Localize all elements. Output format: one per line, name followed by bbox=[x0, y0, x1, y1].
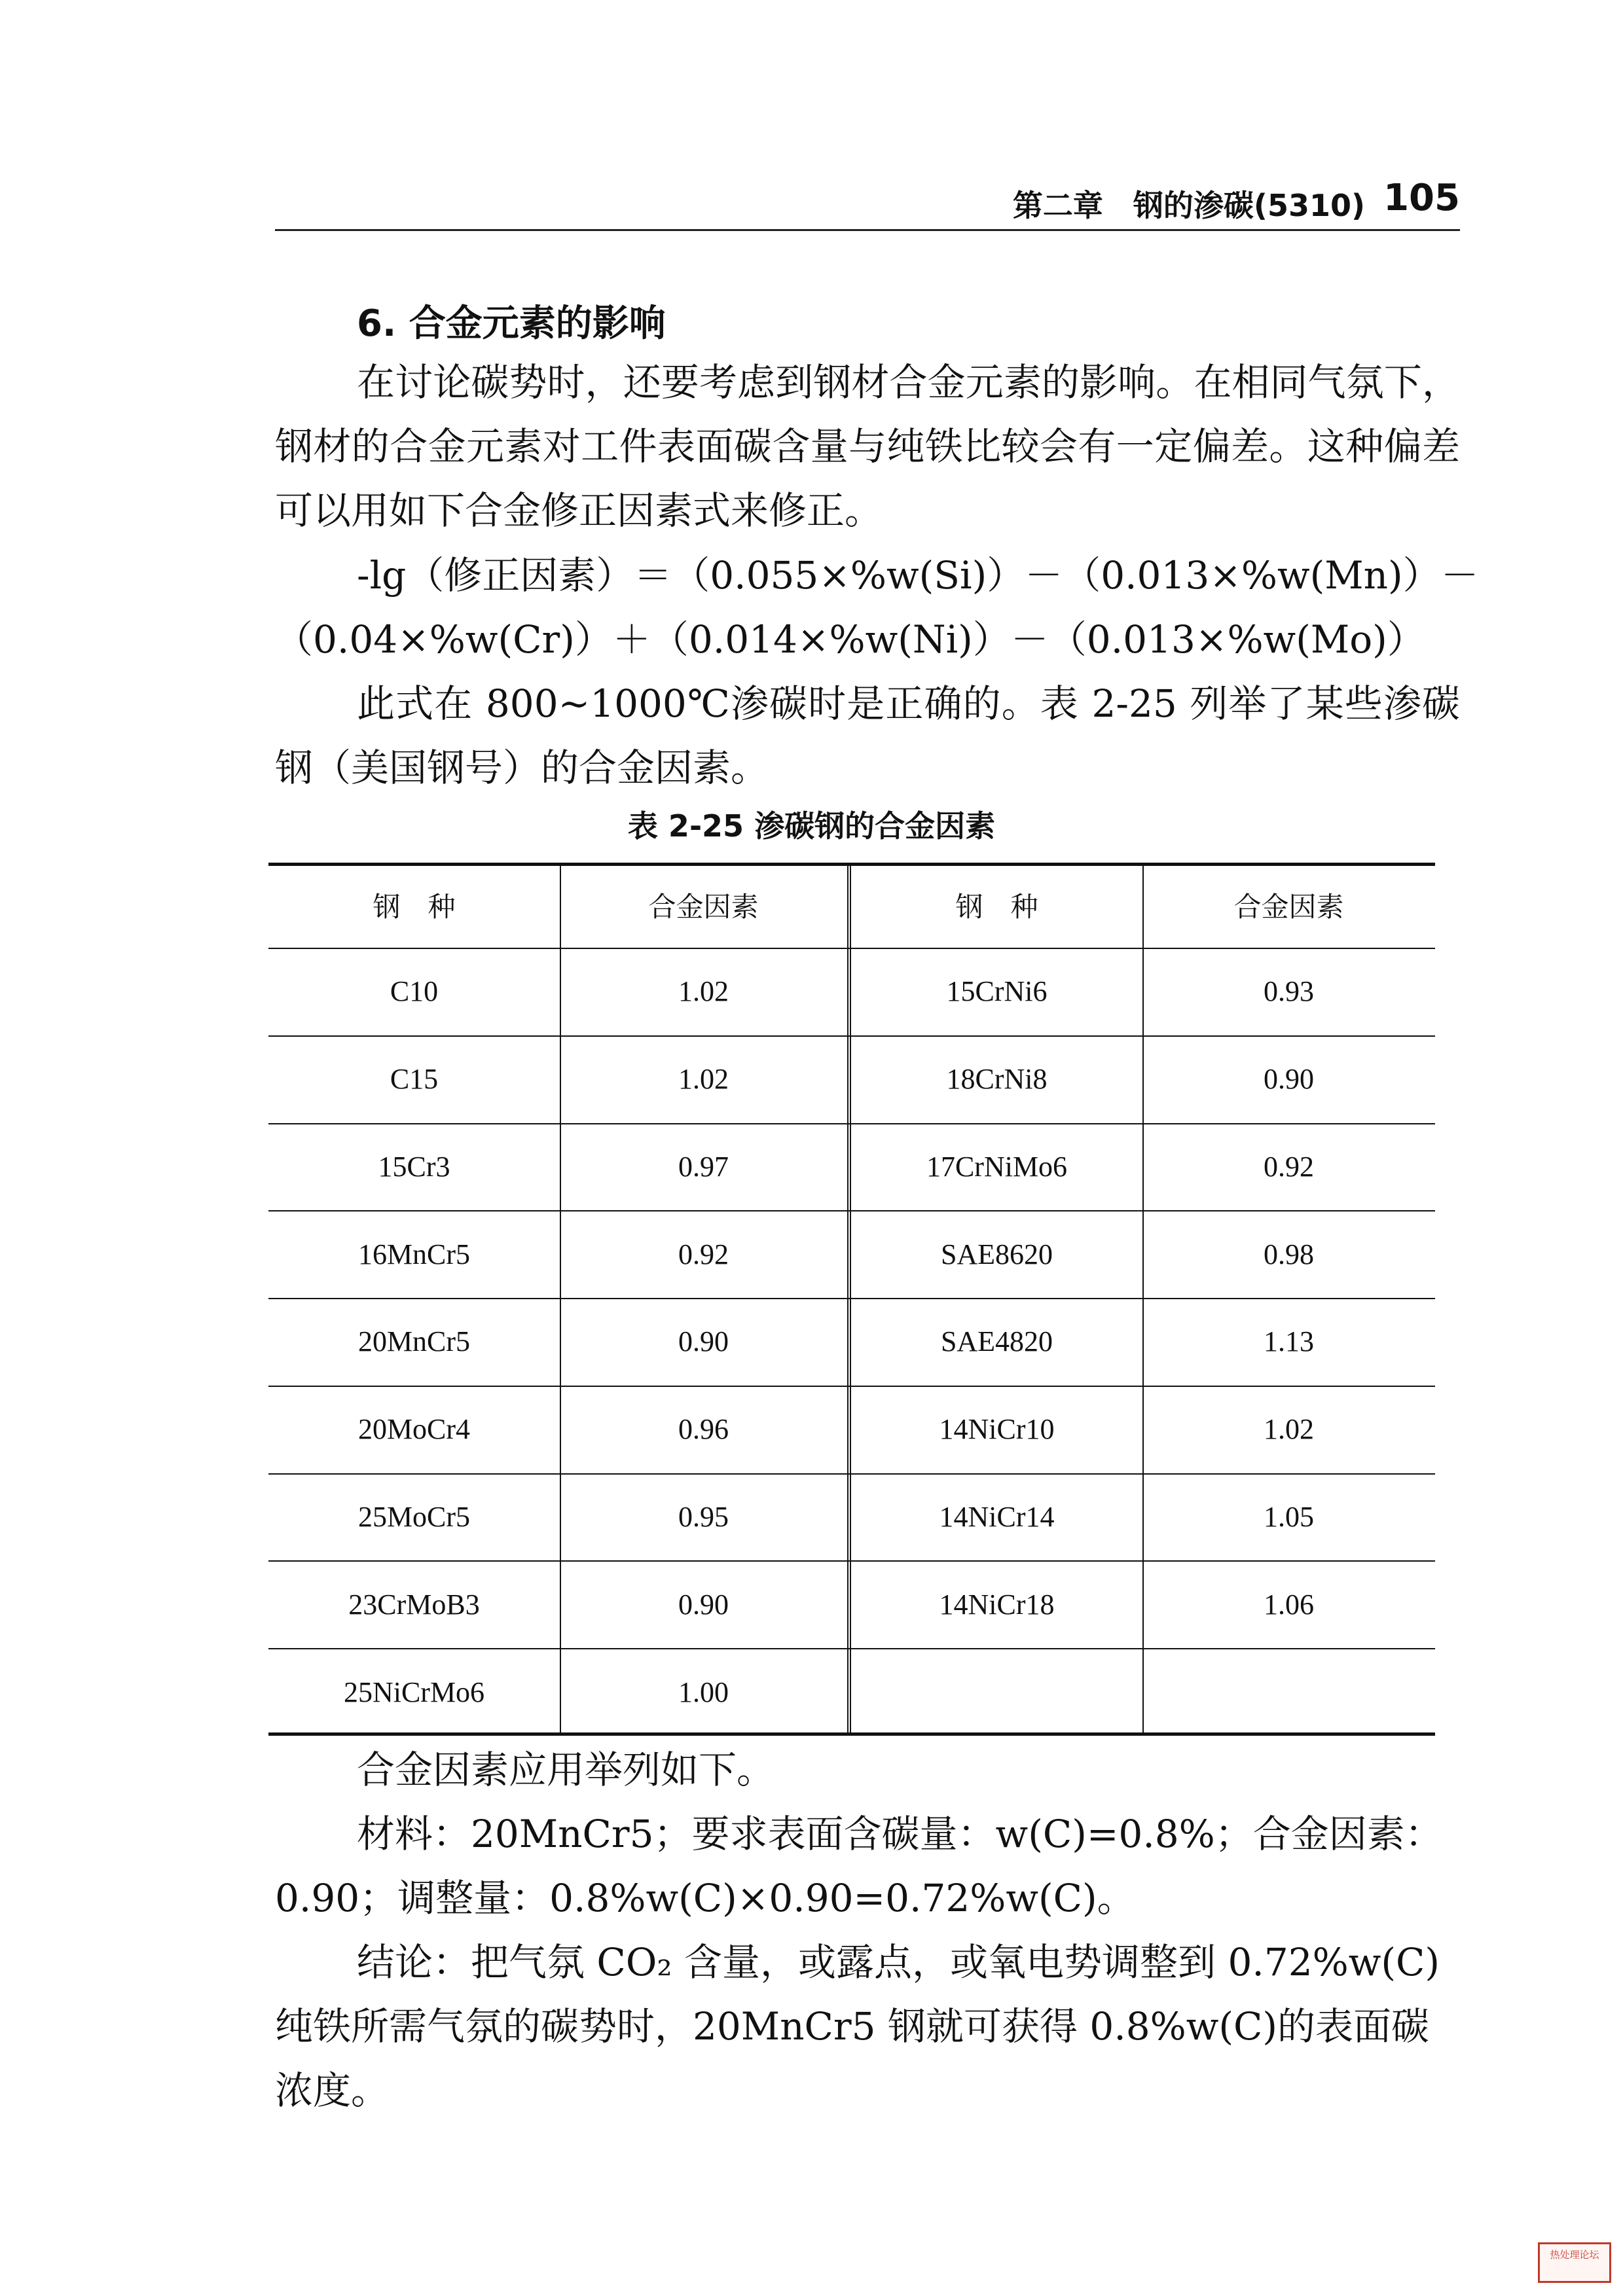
table-title: 表 2-25 渗碳钢的合金因素 bbox=[627, 808, 996, 844]
steel-grade-cell: SAE8620 bbox=[940, 1238, 1053, 1270]
alloy-factor-cell: 0.90 bbox=[1264, 1063, 1314, 1096]
page-number: 105 bbox=[1383, 177, 1460, 219]
formula-line-2: （0.04×%w(Cr)）＋（0.014×%w(Ni)）－（0.013×%w(Mo)） bbox=[275, 617, 1425, 662]
steel-grade-cell: 14NiCr14 bbox=[939, 1501, 1055, 1534]
alloy-factor-cell: 1.05 bbox=[1264, 1501, 1314, 1534]
steel-grade-cell: 14NiCr18 bbox=[939, 1588, 1055, 1621]
alloy-factor-cell: 0.98 bbox=[1264, 1238, 1314, 1270]
running-header bbox=[275, 177, 1460, 231]
steel-grade-cell: 16MnCr5 bbox=[357, 1238, 471, 1270]
alloy-factor-cell: 1.00 bbox=[678, 1676, 729, 1708]
steel-grade-cell: C10 bbox=[390, 975, 439, 1008]
alloy-factor-cell: 1.02 bbox=[678, 975, 729, 1008]
table-header-cell: 合金因素 bbox=[1233, 891, 1344, 923]
steel-grade-cell: 15CrNi6 bbox=[946, 975, 1048, 1008]
alloy-factor-cell: 0.92 bbox=[678, 1238, 729, 1270]
steel-grade-cell: 17CrNiMo6 bbox=[926, 1150, 1068, 1183]
paragraph-validity: 此式在 800~1000℃渗碳时是正确的。表 2-25 列举了某些渗碳钢（美国钢号）的合金因素。 bbox=[275, 681, 1460, 790]
alloy-factor-cell: 0.90 bbox=[678, 1588, 729, 1621]
alloy-factor-cell: 1.13 bbox=[1264, 1325, 1314, 1358]
alloy-factor-cell: 0.93 bbox=[1264, 975, 1314, 1008]
alloy-factor-cell: 1.02 bbox=[1264, 1413, 1314, 1446]
alloy-factor-cell: 0.95 bbox=[678, 1501, 729, 1534]
steel-grade-cell: 20MoCr4 bbox=[357, 1413, 471, 1446]
steel-grade-cell: SAE4820 bbox=[940, 1325, 1053, 1358]
alloy-factor-table bbox=[268, 863, 1435, 1736]
formula bbox=[275, 543, 1479, 672]
paragraph-conclusion: 结论：把气氛 CO₂ 含量，或露点，或氧电势调整到 0.72%w(C)纯铁所需气氛的碳势时，20MnCr5 钢就可获得 0.8%w(C)的表面碳浓度。 bbox=[275, 1940, 1440, 2113]
running-title: 第二章 钢的渗碳(5310) bbox=[1012, 188, 1365, 223]
alloy-factor-cell: 1.02 bbox=[678, 1063, 729, 1096]
paragraph-intro: 在讨论碳势时，还要考虑到钢材合金元素的影响。在相同气氛下，钢材的合金元素对工件表面碳含量与纯铁比较会有一定偏差。这种偏差可以用如下合金修正因素式来修正。 bbox=[275, 360, 1460, 533]
watermark-stamp bbox=[1538, 2242, 1611, 2283]
alloy-factor-cell: 0.97 bbox=[678, 1150, 729, 1183]
steel-grade-cell: 15Cr3 bbox=[378, 1150, 450, 1183]
paragraph-example-heading: 合金因素应用举列如下。 bbox=[357, 1748, 775, 1792]
section-title: 6. 合金元素的影响 bbox=[357, 302, 666, 345]
steel-grade-cell bbox=[851, 1648, 1142, 1736]
steel-grade-cell: 20MnCr5 bbox=[357, 1325, 471, 1358]
steel-grade-cell: 25MoCr5 bbox=[357, 1501, 471, 1534]
paragraph-example-material: 材料：20MnCr5；要求表面含碳量：w(C)=0.8%；合金因素：0.90；调整量：0.8%w(C)×0.90=0.72%w(C)。 bbox=[275, 1812, 1443, 1920]
alloy-factor-cell: 0.90 bbox=[678, 1325, 729, 1358]
steel-grade-cell: 14NiCr10 bbox=[939, 1413, 1055, 1446]
table-header-cell: 钢 种 bbox=[955, 891, 1038, 923]
alloy-factor-cell: 0.92 bbox=[1264, 1150, 1314, 1183]
table-header-cell: 合金因素 bbox=[648, 891, 759, 923]
watermark-text: 热处理论坛 bbox=[1550, 2249, 1599, 2261]
steel-grade-cell: C15 bbox=[390, 1063, 439, 1096]
steel-grade-cell: 25NiCrMo6 bbox=[343, 1676, 485, 1708]
paragraph-example-intro bbox=[275, 1738, 1460, 2123]
alloy-factor-cell: 1.06 bbox=[1264, 1588, 1314, 1621]
alloy-factor-cell bbox=[1142, 1648, 1435, 1736]
alloy-factor-cell: 0.96 bbox=[678, 1413, 729, 1446]
formula-line-1: -lg（修正因素）＝（0.055×%w(Si)）－（0.013×%w(Mn)）－ bbox=[357, 553, 1479, 598]
steel-grade-cell: 23CrMoB3 bbox=[348, 1588, 480, 1621]
steel-grade-cell: 18CrNi8 bbox=[946, 1063, 1048, 1096]
table-header-cell: 钢 种 bbox=[373, 891, 456, 923]
